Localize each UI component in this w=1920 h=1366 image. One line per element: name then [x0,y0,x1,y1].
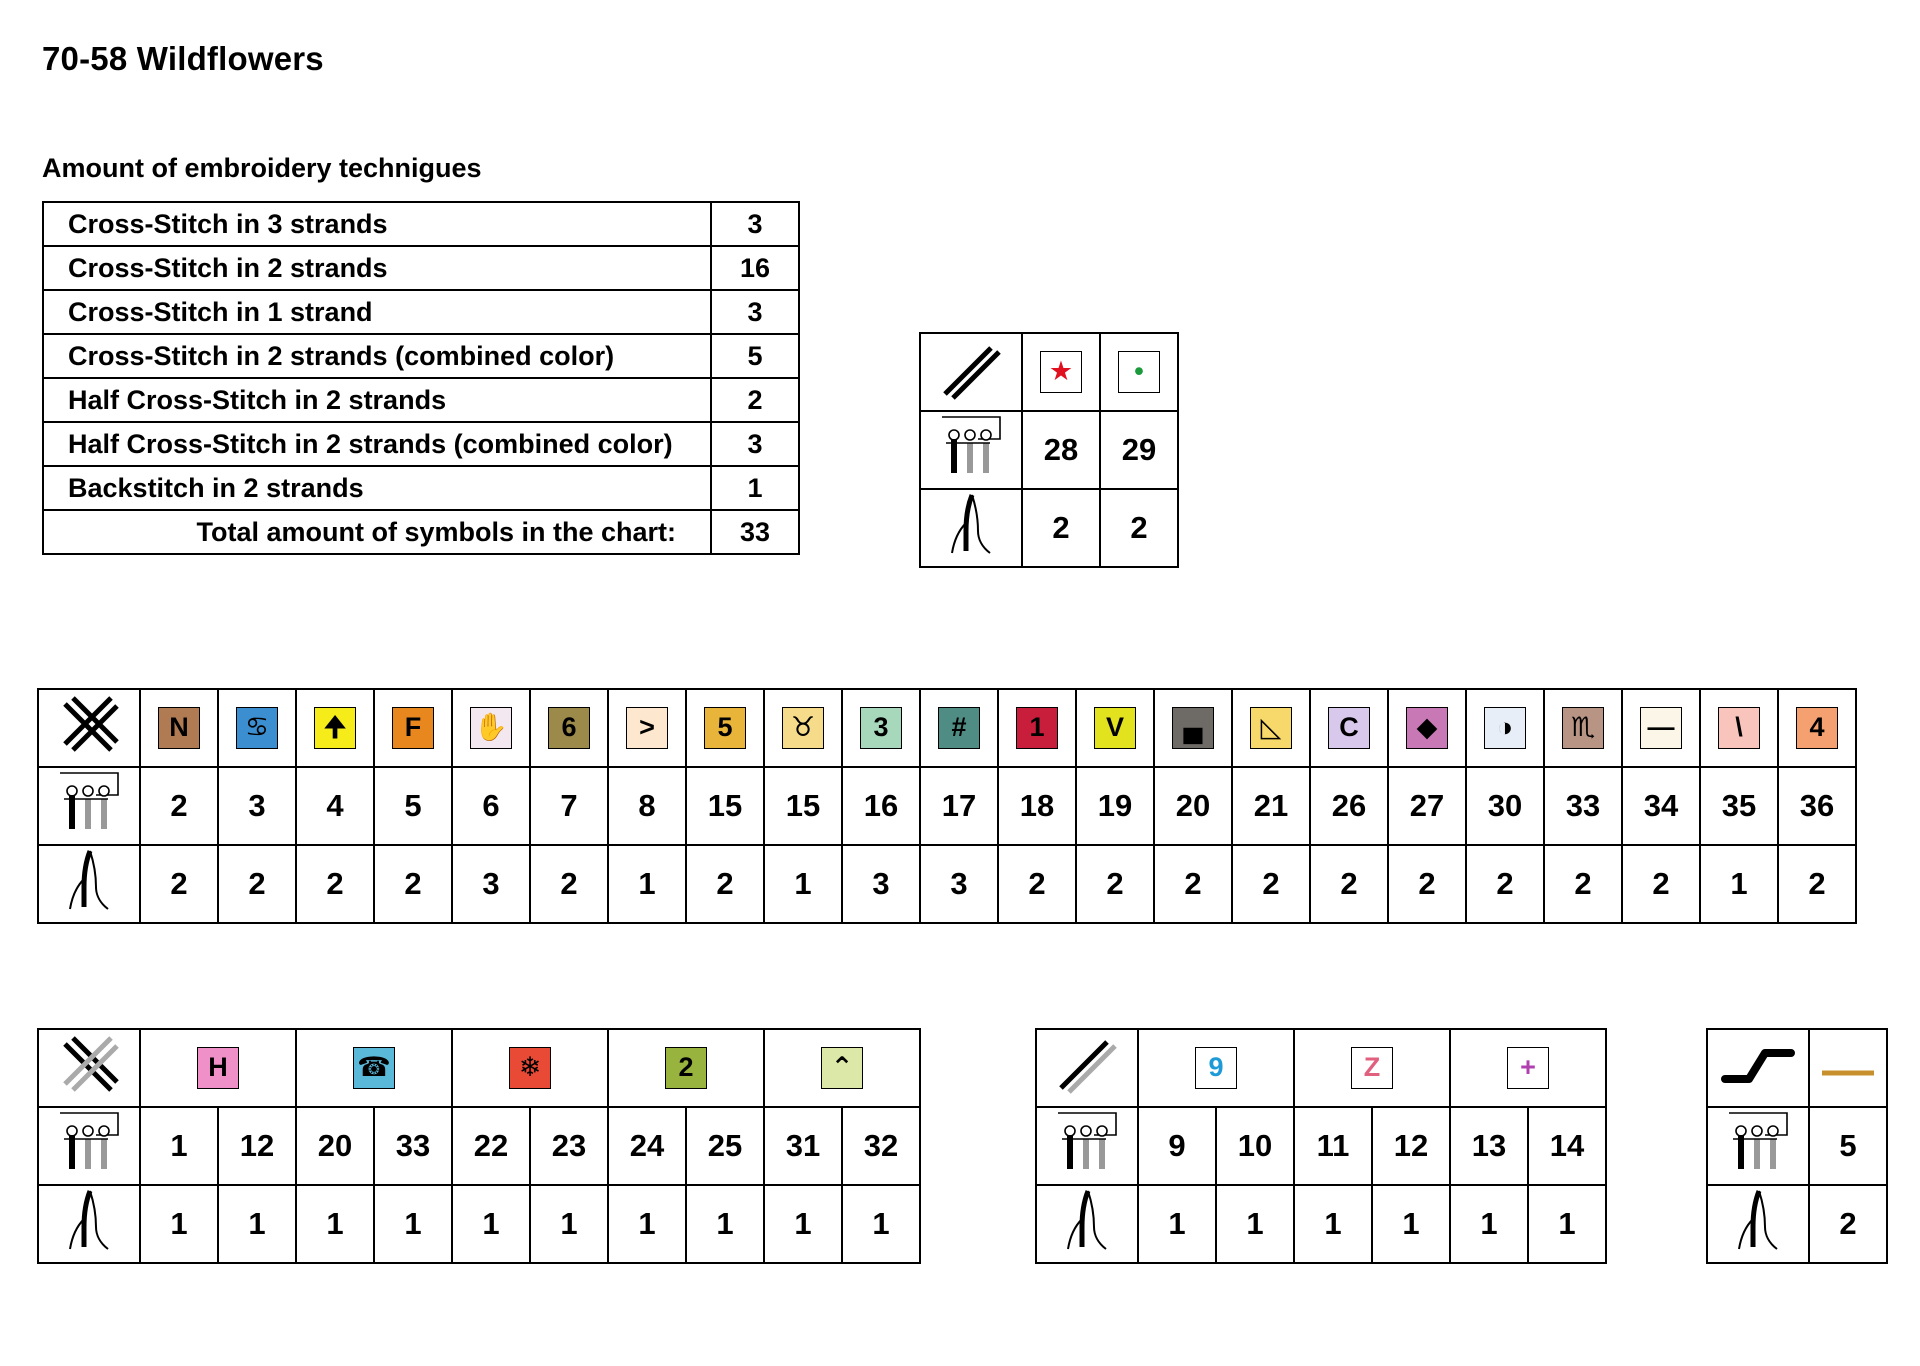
strand-count: 1 [1294,1185,1372,1263]
strand-count: 2 [998,845,1076,923]
floss-number: 34 [1622,767,1700,845]
chart-symbol: ◺ [1250,707,1292,749]
floss-number: 5 [1809,1107,1887,1185]
strand-count: 2 [1809,1185,1887,1263]
strand-count: 2 [1388,845,1466,923]
backstitch-line [1809,1029,1887,1107]
floss-number: 24 [608,1107,686,1185]
amount-row [43,378,799,422]
chart-symbol: > [626,707,668,749]
strand-count: 2 [1100,489,1178,567]
chart-symbol: ♋ [236,707,278,749]
strand-count: 1 [842,1185,920,1263]
strand-count: 3 [842,845,920,923]
chart-symbol: 2 [665,1047,707,1089]
chart-symbol: ☎ [353,1047,395,1089]
backstitch-table [1706,1028,1888,1264]
floss-numbers-icon [921,415,1021,485]
floss-number: 33 [374,1107,452,1185]
chart-symbol: Z [1351,1047,1393,1089]
backstitch-icon [1708,1039,1808,1097]
amount-label: Cross-Stitch in 1 strand [43,290,711,334]
floss-numbers-icon [39,771,139,841]
amounts-table [42,201,800,555]
chart-symbol: ♉ [782,707,824,749]
strand-count: 1 [452,1185,530,1263]
chart-symbol: 🠉 [314,707,356,749]
total-value: 33 [711,510,799,554]
floss-number: 21 [1232,767,1310,845]
chart-symbol: ◆ [1406,707,1448,749]
strand-count: 1 [1216,1185,1294,1263]
strand-count: 1 [374,1185,452,1263]
floss-number: 20 [296,1107,374,1185]
amount-label: Half Cross-Stitch in 2 strands [43,378,711,422]
chart-symbol: 9 [1195,1047,1237,1089]
floss-number: 16 [842,767,920,845]
floss-numbers-icon [1037,1111,1137,1181]
floss-number: 26 [1310,767,1388,845]
needle-strands-icon [39,1189,139,1259]
floss-number: 30 [1466,767,1544,845]
combined-cross-stitch-table [37,1028,921,1264]
strand-count: 1 [1528,1185,1606,1263]
cross-stitch-table [37,688,1857,924]
cross-stitch-combined-icon [39,1034,139,1102]
strand-count: 1 [296,1185,374,1263]
floss-number: 28 [1022,411,1100,489]
strand-count: 1 [140,1185,218,1263]
strand-count: 2 [1622,845,1700,923]
floss-number: 32 [842,1107,920,1185]
chart-symbol: ❄ [509,1047,551,1089]
strand-count: 1 [764,845,842,923]
floss-number: 33 [1544,767,1622,845]
amount-row [43,202,799,246]
strand-count: 1 [1450,1185,1528,1263]
amount-value: 3 [711,290,799,334]
floss-number: 1 [140,1107,218,1185]
chart-symbol: 1 [1016,707,1058,749]
floss-number: 27 [1388,767,1466,845]
total-row [43,510,799,554]
half-stitch-double-icon [921,336,1021,408]
half-combined-table [1035,1028,1607,1264]
chart-symbol: ◑ [1484,707,1526,749]
floss-number: 9 [1138,1107,1216,1185]
strand-count: 2 [374,845,452,923]
floss-number: 12 [218,1107,296,1185]
chart-symbol: ♏ [1562,707,1604,749]
floss-number: 29 [1100,411,1178,489]
strand-count: 2 [1466,845,1544,923]
amount-value: 1 [711,466,799,510]
amount-row [43,290,799,334]
strand-count: 2 [1544,845,1622,923]
strand-count: 2 [296,845,374,923]
floss-number: 15 [686,767,764,845]
strand-count: 1 [608,1185,686,1263]
strand-count: 1 [764,1185,842,1263]
strand-count: 2 [1232,845,1310,923]
floss-number: 18 [998,767,1076,845]
floss-number: 36 [1778,767,1856,845]
floss-numbers-icon [39,1111,139,1181]
amount-value: 3 [711,202,799,246]
strand-count: 2 [1778,845,1856,923]
chart-symbol: H [197,1047,239,1089]
floss-number: 15 [764,767,842,845]
amount-label: Cross-Stitch in 2 strands [43,246,711,290]
strand-count: 2 [530,845,608,923]
strand-count: 2 [140,845,218,923]
floss-number: 13 [1450,1107,1528,1185]
chart-symbol: C [1328,707,1370,749]
chart-symbol: — [1640,707,1682,749]
chart-symbol: # [938,707,980,749]
floss-number: 7 [530,767,608,845]
floss-number: 22 [452,1107,530,1185]
floss-number: 5 [374,767,452,845]
floss-number: 12 [1372,1107,1450,1185]
strand-count: 2 [1022,489,1100,567]
floss-number: 4 [296,767,374,845]
strand-count: 1 [608,845,686,923]
strand-count: 1 [1138,1185,1216,1263]
amount-row [43,422,799,466]
strand-count: 2 [1154,845,1232,923]
chart-symbol: • [1118,351,1160,393]
amount-label: Cross-Stitch in 3 strands [43,202,711,246]
half-stitch-combined-icon [1037,1032,1137,1104]
floss-number: 2 [140,767,218,845]
total-label: Total amount of symbols in the chart: [43,510,711,554]
chart-symbol: 4 [1796,707,1838,749]
needle-strands-icon [1708,1189,1808,1259]
chart-symbol: F [392,707,434,749]
strand-count: 2 [1076,845,1154,923]
amount-row [43,466,799,510]
strand-count: 3 [452,845,530,923]
amount-value: 16 [711,246,799,290]
chart-symbol: 6 [548,707,590,749]
amount-label: Cross-Stitch in 2 strands (combined color) [43,334,711,378]
strand-count: 2 [686,845,764,923]
amount-label: Half Cross-Stitch in 2 strands (combined color) [43,422,711,466]
strand-count: 1 [686,1185,764,1263]
cross-stitch-icon [39,694,139,762]
floss-number: 31 [764,1107,842,1185]
floss-number: 25 [686,1107,764,1185]
chart-symbol: ★ [1040,351,1082,393]
strand-count: 3 [920,845,998,923]
chart-symbol: 3 [860,707,902,749]
floss-number: 35 [1700,767,1778,845]
floss-number: 8 [608,767,686,845]
chart-symbol: ✋ [470,707,512,749]
chart-symbol: ▄ [1172,707,1214,749]
chart-symbol: N [158,707,200,749]
needle-strands-icon [1037,1189,1137,1259]
strand-count: 2 [1310,845,1388,923]
amount-value: 3 [711,422,799,466]
page-title: 70-58 Wildflowers [42,40,324,77]
strand-count: 1 [218,1185,296,1263]
needle-strands-icon [921,493,1021,563]
amount-value: 2 [711,378,799,422]
strand-count: 1 [1700,845,1778,923]
needle-strands-icon [39,849,139,919]
floss-number: 19 [1076,767,1154,845]
chart-symbol: + [1507,1047,1549,1089]
floss-number: 11 [1294,1107,1372,1185]
amount-row [43,334,799,378]
chart-symbol: \ [1718,707,1760,749]
floss-number: 10 [1216,1107,1294,1185]
floss-numbers-icon [1708,1111,1808,1181]
floss-number: 14 [1528,1107,1606,1185]
chart-symbol: 5 [704,707,746,749]
floss-number: 6 [452,767,530,845]
strand-count: 1 [1372,1185,1450,1263]
strand-count: 2 [218,845,296,923]
chart-symbol: ⌃ [821,1047,863,1089]
floss-number: 3 [218,767,296,845]
floss-number: 17 [920,767,998,845]
amount-value: 5 [711,334,799,378]
floss-number: 20 [1154,767,1232,845]
chart-symbol: V [1094,707,1136,749]
strand-count: 1 [530,1185,608,1263]
amount-row [43,246,799,290]
floss-number: 23 [530,1107,608,1185]
half-stitch-table [919,332,1179,568]
section-title: Amount of embroidery technigues [42,153,482,183]
amount-label: Backstitch in 2 strands [43,466,711,510]
